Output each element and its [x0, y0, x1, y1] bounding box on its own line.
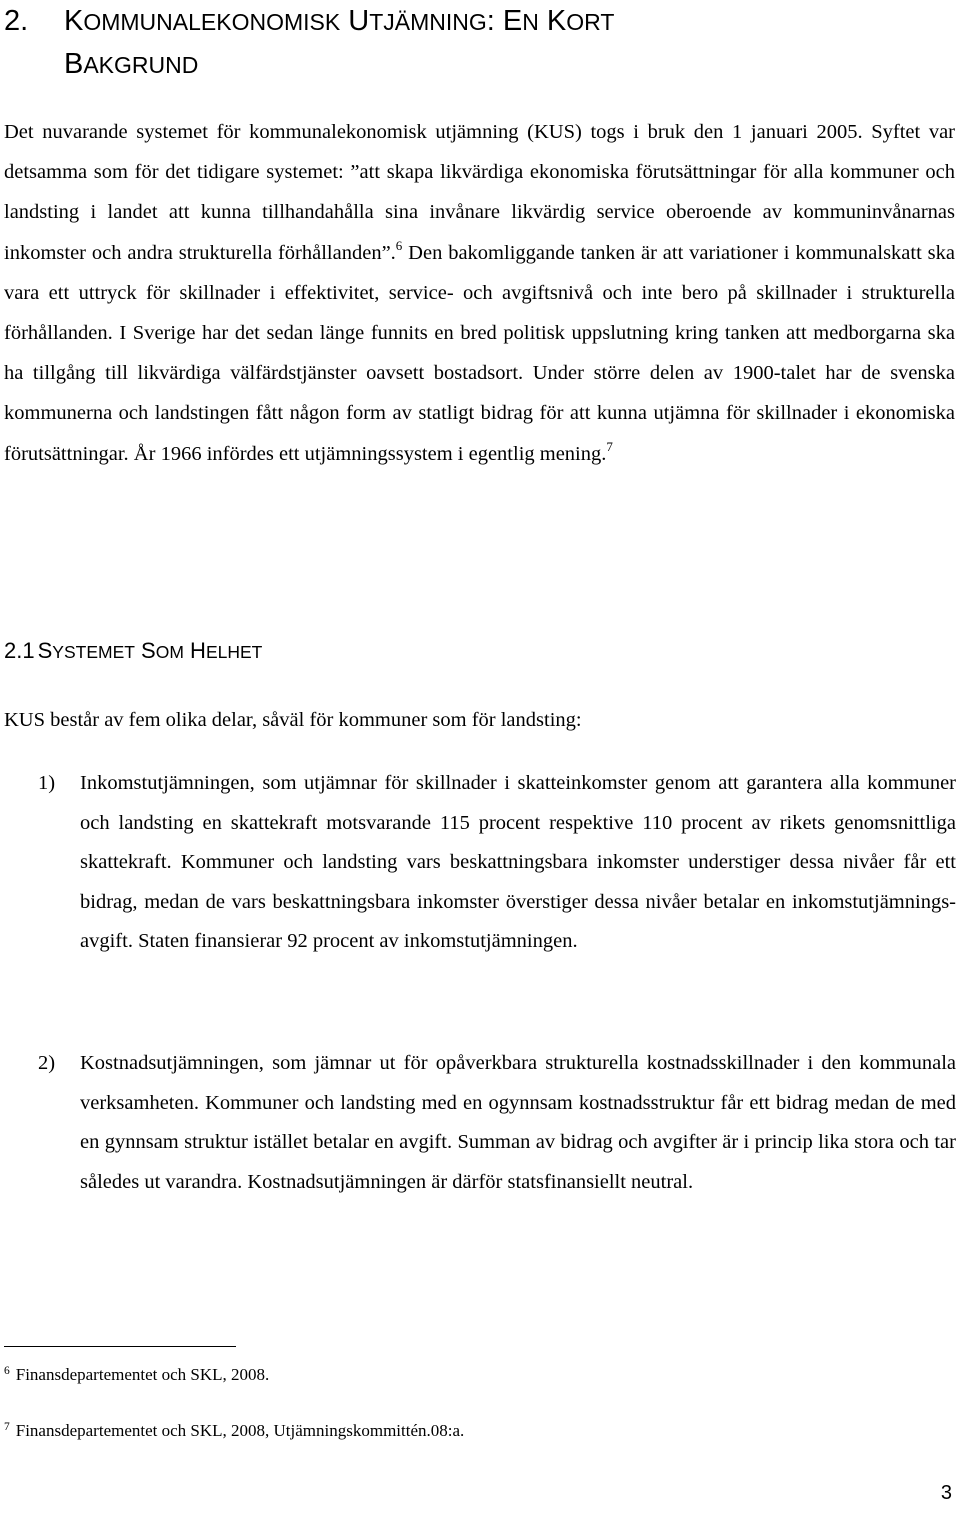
subsection-title-part: OM	[155, 642, 184, 662]
footnote-marker: 7	[4, 1421, 10, 1433]
footnote-7	[4, 1419, 464, 1443]
section-title-part: B	[64, 48, 84, 80]
section-title-part: OMMUNALEKONOMISK	[83, 9, 341, 35]
subsection-number: 2.1	[4, 638, 35, 663]
section-title-part: U	[340, 5, 370, 37]
section-number: 2.	[4, 5, 29, 37]
list-item-text: Inkomstutjämningen, som utjämnar för skillnader i skatteinkomster genom att garantera alla kommuner och landsting en skattekraft motsvarande 115 procent respektive 110 procent av rikets genomsnittliga skattekraft. Kommuner och landsting vars beskattningsbara inkomster understiger dessa nivåer får ett bidrag, medan de vars beskattningsbara inkomster överstiger dessa nivåer betalar en inkomstutjämnings-avgift. Staten finansierar 92 procent av inkomstutjämningen.	[80, 772, 956, 953]
subsection-title-part: H	[183, 638, 206, 663]
subsection-title-part: YSTEMET	[52, 642, 135, 662]
section-title-part: :	[486, 5, 495, 37]
section-title-part: ORT	[566, 9, 615, 35]
section-title-part: N	[522, 9, 539, 35]
intro-sentence: KUS består av fem olika delar, såväl för kommuner som för landsting:	[4, 709, 582, 731]
list-item	[38, 1044, 956, 1202]
footnote-text: Finansdepartementet och SKL, 2008.	[15, 1365, 270, 1384]
footnote-ref-6[interactable]: 6	[395, 237, 403, 253]
subsection-title-part: ELHET	[205, 642, 263, 662]
footnote-6	[4, 1363, 269, 1387]
list-item	[38, 764, 956, 962]
subsection-title-part: S	[37, 638, 53, 663]
footnote-text: Finansdepartementet och SKL, 2008, Utjämningskommittén.08:a.	[15, 1421, 465, 1440]
section-title-part: K	[64, 5, 84, 37]
list-marker: 1)	[38, 772, 56, 794]
footnote-ref-7[interactable]: 7	[606, 438, 613, 454]
list-marker: 2)	[38, 1052, 56, 1074]
subsection-heading	[4, 631, 262, 672]
body-paragraph	[4, 112, 955, 474]
section-title-part: K	[538, 5, 567, 37]
section-heading	[4, 0, 904, 86]
paragraph-text: Den bakomliggande tanken är att variationer i kommunalskatt ska vara ett uttryck för skillnader i effektivitet, service- och avgiftsnivå och inte bero på skillnader i strukturella förhållanden. I Sverige har det sedan länge funnits en bred politisk uppslutning kring tanken att medborgarna ska ha tillgång till likvärdiga välfärdstjänster oavsett bostadsort. Under större delen av 1900-talet har de svenska kommunerna och landstingen fått någon form av statligt bidrag för att kunna utjämna för skillnader i ekonomiska förutsättningar. År 1966 infördes ett utjämningssystem i egentlig mening.	[4, 241, 955, 465]
footnote-separator	[4, 1346, 236, 1347]
section-title-part: AKGRUND	[83, 52, 199, 78]
list-item-text: Kostnadsutjämningen, som jämnar ut för opåverkbara strukturella kostnadsskillnader i den kommunala verksamheten. Kommuner och landsting med en ogynnsam kostnadsstruktur får ett bidrag medan de med en gynnsam struktur istället betalar en avgift. Summan av bidrag och avgifter är i princip lika stora och tar således ut varandra. Kostnadsutjämningen är därför statsfinansiellt neutral.	[80, 1052, 956, 1193]
section-title-part: E	[494, 5, 523, 37]
paragraph-text: Det nuvarande systemet för kommunalekonomisk utjämning (KUS) togs i bruk den 1 januari 2005. Syftet var detsamma som för det tidigare systemet: ”att skapa likvärdiga ekonomiska förutsättningar för alla kommuner och landsting i landet att kunna tillhandahålla sina invånare likvärdig service oberoende av kommuninvånarnas inkomster och andra strukturella förhållanden”.	[4, 121, 955, 264]
subsection-title-part: S	[134, 638, 156, 663]
footnote-marker: 6	[4, 1365, 10, 1377]
page-number: 3	[940, 1482, 952, 1504]
section-title-part: TJÄMNING	[369, 9, 487, 35]
